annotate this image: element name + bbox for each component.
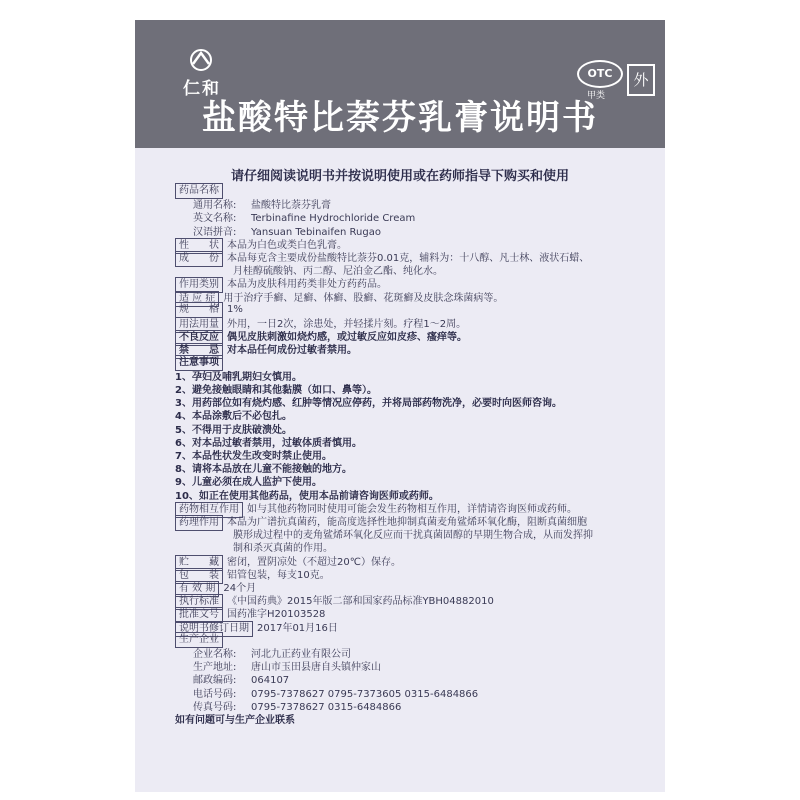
precaution-item: 7、本品性状发生改变时禁止使用。 <box>175 451 332 462</box>
indications-row: 适 应 症 用于治疗手癣、足癣、体癣、股癣、花斑癣及皮肤念珠菌病等。 <box>175 289 503 307</box>
manufacturer-info-row: 传真号码: 0795-7378627 0315-6484866 <box>193 701 402 713</box>
properties-row: 性 状 本品为白色或类白色乳膏。 <box>175 236 347 254</box>
contra-row: 禁 忌 对本品任何成份过敏者禁用。 <box>175 341 357 359</box>
package-row: 包 装 铝管包装，每支10克。 <box>175 566 330 584</box>
precaution-item: 10、如正在使用其他药品，使用本品前请咨询医师或药师。 <box>175 490 439 502</box>
approval-row: 批准文号 国药准字H20103528 <box>175 605 325 623</box>
precaution-item: 6、对本品过敏者禁用，过敏体质者慎用。 <box>175 437 362 449</box>
manufacturer-info-row: 企业名称: 河北九正药业有限公司 <box>193 649 351 660</box>
external-use-badge: 外 <box>627 64 655 96</box>
storage-row: 贮 藏 密闭，置阴凉处（不超过20℃）保存。 <box>175 553 401 571</box>
otc-class: 甲类 <box>587 91 606 101</box>
footer-contact: 如有问题可与生产企业联系 <box>175 715 295 726</box>
ingredients-row-cont: 月桂醇硫酸钠、丙二醇、尼泊金乙酯、纯化水。 <box>233 266 443 278</box>
precautions-row: 注意事项 <box>175 355 227 371</box>
otc-badge: OTC <box>577 60 623 88</box>
pharmacology-row-cont: 膜形成过程中的麦角鲨烯环氧化反应而干扰真菌固醇的早期生物合成，从而发挥抑 <box>233 530 593 542</box>
standard-row: 执行标准 《中国药典》2015年版二部和国家药品标准YBH04882010 <box>175 592 494 610</box>
section-label: 说明书修订日期 <box>175 621 253 637</box>
header-band <box>135 20 665 148</box>
manufacturer-info-row: 电话号码: 0795-7378627 0795-7373605 0315-6484866 <box>193 688 479 700</box>
spec-row: 规 格 1% <box>175 302 243 318</box>
dosage-row: 用法用量 外用，一日2次，涂患处，并轻揉片刻。疗程1～2周。 <box>175 315 466 333</box>
notice-line: 请仔细阅读说明书并按说明使用或在药师指导下购买和使用 <box>230 169 569 184</box>
precaution-item: 1、孕妇及哺乳期妇女慎用。 <box>175 371 302 383</box>
precaution-item: 2、避免接触眼睛和其他黏膜（如口、鼻等）。 <box>175 385 377 396</box>
validity-row: 有 效 期 24个月 <box>175 579 256 597</box>
precaution-item: 4、本品涂敷后不必包扎。 <box>175 411 292 423</box>
pharmacology-row-cont: 制和杀灭真菌的作用。 <box>233 543 333 555</box>
document-title: 盐酸特比萘芬乳膏说明书 <box>202 98 598 138</box>
section-label: 药品名称 <box>175 183 223 199</box>
precaution-item: 9、儿童必须在成人监护下使用。 <box>175 477 322 489</box>
otc-mark <box>577 60 659 100</box>
section-label: 生产企业 <box>175 632 223 648</box>
brand-name: 仁和 <box>183 79 221 99</box>
precaution-item: 8、请将本品放在儿童不能接触的地方。 <box>175 464 352 476</box>
brand-logo <box>173 48 231 99</box>
pharmacology-row: 药理作用 本品为广谱抗真菌药，能高度选择性地抑制真菌麦角鲨烯环氧化酶，阻断真菌细胞 <box>175 513 587 531</box>
precaution-item: 5、不得用于皮肤破溃处。 <box>175 424 292 436</box>
pinyin-name-row: 汉语拼音: Yansuan Tebinaifen Rugao <box>193 226 381 238</box>
category-row: 作用类别 本品为皮肤科用药类非处方药药品。 <box>175 275 387 293</box>
interactions-row: 药物相互作用 如与其他药物同时使用可能会发生药物相互作用，详情请咨询医师或药师。 <box>175 500 577 518</box>
manufacturer-info-row: 邮政编码: 064107 <box>193 675 290 687</box>
ingredients-row: 成 份 本品每克含主要成份盐酸特比萘芬0.01克，辅料为：十八醇、凡士林、液状石蜡、 <box>175 249 589 267</box>
adverse-row: 不良反应 偶见皮肤刺激如烧灼感，或过敏反应如皮疹、瘙痒等。 <box>175 328 467 346</box>
generic-name-row: 通用名称: 盐酸特比萘芬乳膏 <box>193 200 331 212</box>
english-name-row: 英文名称: Terbinafine Hydrochloride Cream <box>193 213 416 225</box>
revision-date: 2017年01月16日 <box>257 622 338 634</box>
instruction-sheet <box>135 20 665 792</box>
brand-logo-icon <box>187 48 215 72</box>
precaution-item: 3、用药部位如有烧灼感、红肿等情况应停药，并将局部药物洗净，必要时向医师咨询。 <box>175 398 562 410</box>
manufacturer-info-row: 生产地址: 唐山市玉田县唐自头镇仲家山 <box>193 662 381 674</box>
